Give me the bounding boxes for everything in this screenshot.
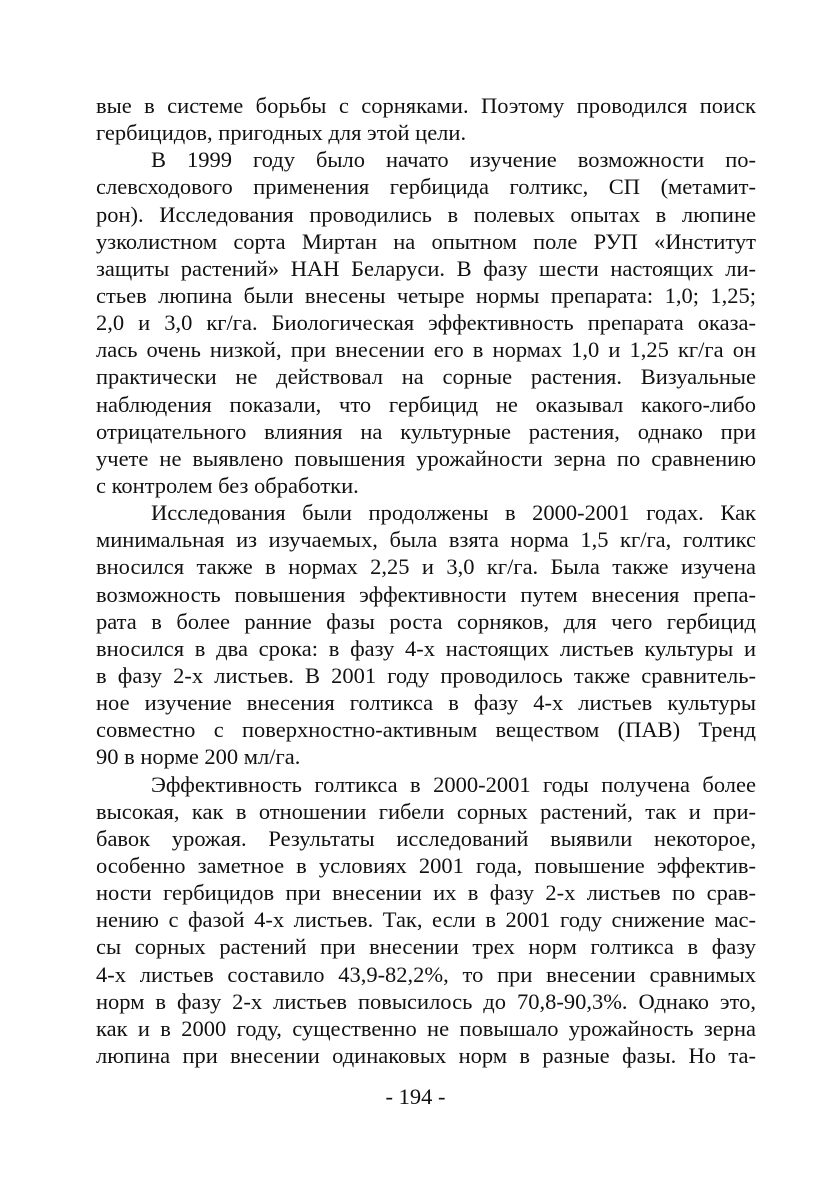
text-line: защиты растений» НАН Беларуси. В фазу шести настоящих ли-	[96, 255, 756, 281]
text-line: 2,0 и 3,0 кг/га. Биологическая эффективность препарата оказа-	[96, 310, 756, 336]
text-line: ности гербицидов при внесении их в фазу 2-х листьев по срав-	[96, 880, 756, 906]
text-line: как и в 2000 году, существенно не повышало урожайность зерна	[96, 1015, 756, 1041]
text-line: 4-х листьев составило 43,9-82,2%, то при внесении сравнимых	[96, 961, 756, 987]
text-line: наблюдения показали, что гербицид не оказывал какого-либо	[96, 391, 756, 417]
text-line: возможность повышения эффективности путем внесения препа-	[96, 581, 756, 607]
text-line: гербицидов, пригодных для этой цели.	[96, 120, 467, 146]
text-line: Эффективность голтикса в 2000-2001 годы получена более	[151, 771, 756, 797]
text-line: отрицательного влияния на культурные растения, однако при	[96, 418, 756, 444]
text-line: вые в системе борьбы с сорняками. Поэтому проводился поиск	[96, 93, 756, 118]
paragraph-3	[96, 499, 756, 770]
text-line: узколистном сорта Миртан на опытном поле РУП «Институт	[96, 228, 756, 254]
text-line: учете не выявлено повышения урожайности зерна по сравнению	[96, 445, 756, 471]
text-line: нению с фазой 4-х листьев. Так, если в 2001 году снижение мас-	[96, 907, 756, 933]
text-line: В 1999 году было начато изучение возможности по-	[151, 147, 756, 173]
paragraph-4	[96, 771, 756, 1070]
text-line: люпина при внесении одинаковых норм в разные фазы. Но та-	[96, 1042, 756, 1068]
text-line: 90 в норме 200 мл/га.	[96, 744, 301, 770]
page-number: - 194 -	[385, 1084, 446, 1109]
text-line: практически не действовал на сорные растения. Визуальные	[96, 364, 756, 390]
text-line: высокая, как в отношении гибели сорных растений, так и при-	[96, 798, 756, 824]
text-line: лась очень низкой, при внесении его в нормах 1,0 и 1,25 кг/га он	[96, 337, 756, 363]
text-line: бавок урожая. Результаты исследований выявили некоторое,	[96, 825, 756, 851]
text-line: рон). Исследования проводились в полевых опытах в люпине	[96, 201, 756, 227]
text-line: рата в более ранние фазы роста сорняков, для чего гербицид	[96, 608, 756, 634]
text-line: ное изучение внесения голтикса в фазу 4-х листьев культуры	[96, 690, 756, 716]
text-line: с контролем без обработки.	[96, 472, 359, 498]
text-line: слевсходового применения гербицида голтикс, СП (метамит-	[96, 174, 756, 200]
text-line: минимальная из изучаемых, была взята норма 1,5 кг/га, голтикс	[96, 527, 756, 553]
text-line: норм в фазу 2-х листьев повысилось до 70,8-90,3%. Однако это,	[96, 988, 756, 1014]
text-line: в фазу 2-х листьев. В 2001 году проводилось также сравнитель-	[96, 662, 756, 688]
document-body	[96, 92, 756, 1069]
text-line: сы сорных растений при внесении трех норм голтикса в фазу	[96, 934, 756, 960]
text-line: вносился также в нормах 2,25 и 3,0 кг/га. Была также изучена	[96, 554, 756, 580]
paragraph-2	[96, 146, 756, 499]
text-line: совместно с поверхностно-активным веществом (ПАВ) Тренд	[96, 717, 756, 743]
text-line: стьев люпина были внесены четыре нормы препарата: 1,0; 1,25;	[96, 282, 756, 308]
text-line: особенно заметное в условиях 2001 года, повышение эффектив-	[96, 852, 756, 878]
text-line: Исследования были продолжены в 2000-2001 годах. Как	[151, 500, 756, 526]
text-line: вносился в два срока: в фазу 4-х настоящих листьев культуры и	[96, 635, 756, 661]
paragraph-1	[96, 92, 756, 146]
